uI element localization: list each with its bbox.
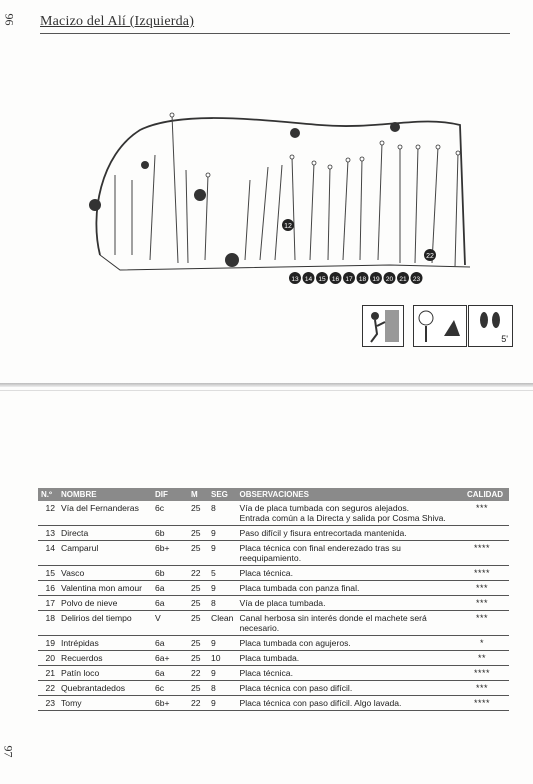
legend-walk-icon [468,305,513,347]
cell-dif: 6a [152,636,188,651]
walk-time: 5' [501,334,508,344]
page-fold [0,383,533,387]
cell-dif: V [152,611,188,636]
cell-q: *** [455,501,509,526]
table-row [38,581,509,596]
cell-m: 25 [188,636,208,651]
cell-name: Camparul [58,541,152,566]
cell-name: Valentina mon amour [58,581,152,596]
cell-n: 19 [38,636,58,651]
cell-seg: 9 [208,636,236,651]
cell-q: *** [455,681,509,696]
cell-n: 20 [38,651,58,666]
cell-m: 25 [188,611,208,636]
cell-dif: 6c [152,681,188,696]
cell-q: * [455,636,509,651]
cell-q: *** [455,596,509,611]
header-seg: SEG [211,490,228,499]
cell-m: 25 [188,596,208,611]
cell-dif: 6a [152,581,188,596]
cell-dif: 6b+ [152,541,188,566]
routes-table [38,488,509,711]
cell-m: 25 [188,581,208,596]
cell-q: *** [455,611,509,636]
cell-obs: Placa tumbada con agujeros. [236,636,455,651]
cell-seg: 8 [208,501,236,526]
cell-dif: 6c [152,501,188,526]
header-obs: OBSERVACIONES [239,490,309,499]
table-row [38,566,509,581]
bush-icons [89,122,400,267]
cell-m: 22 [188,566,208,581]
cell-obs: Placa técnica. [236,666,455,681]
cell-q: ** [455,651,509,666]
cell-name: Patín loco [58,666,152,681]
title-rule [40,33,510,34]
cell-name: Quebrantadedos [58,681,152,696]
table-row [38,596,509,611]
cell-obs: Vía de placa tumbada con seguros alejados. Entrada común a la Directa y salida por Cosma Shiva. [236,501,455,526]
header-n: N.º [41,490,52,499]
cell-n: 21 [38,666,58,681]
cell-dif: 6a [152,666,188,681]
cell-m: 25 [188,651,208,666]
table-row [38,696,509,711]
route-badge-label: 17 [345,276,353,283]
cell-n: 22 [38,681,58,696]
cell-n: 18 [38,611,58,636]
table-row [38,681,509,696]
page-number-top: 96 [2,13,17,26]
route-lines [115,115,458,267]
page-title: Macizo del Alí (Izquierda) [40,14,195,29]
route-badge-label: 21 [399,276,407,283]
cell-q: **** [455,666,509,681]
cell-dif: 6b [152,566,188,581]
cell-q: **** [455,541,509,566]
legend-climber-icon [362,305,404,347]
route-22-badge: 22 [426,253,434,260]
cell-obs: Canal herbosa sin interés donde el machete será necesario. [236,611,455,636]
cell-obs: Vía de placa tumbada. [236,596,455,611]
cell-q: **** [455,566,509,581]
cell-m: 25 [188,526,208,541]
cell-seg: 8 [208,596,236,611]
cell-obs: Paso difícil y fisura entrecortada mantenida. [236,526,455,541]
cell-obs: Placa tumbada con panza final. [236,581,455,596]
cell-obs: Placa técnica con paso difícil. [236,681,455,696]
cell-seg: Clean [208,611,236,636]
table-row [38,651,509,666]
cell-dif: 6a+ [152,651,188,666]
table-row [38,526,509,541]
cell-seg: 10 [208,651,236,666]
route-badge-label: 16 [331,276,340,283]
cell-n: 23 [38,696,58,711]
cell-n: 15 [38,566,58,581]
table-row [38,541,509,566]
cell-seg: 9 [208,666,236,681]
route-badge-label: 14 [304,276,313,283]
header-name: NOMBRE [61,490,97,499]
legend-approach-icon [413,305,467,347]
cell-obs: Placa técnica con final enderezado tras su reequipamiento. [236,541,455,566]
cell-n: 12 [38,501,58,526]
cell-seg: 9 [208,526,236,541]
cell-name: Delirios del tiempo [58,611,152,636]
cell-name: Directa [58,526,152,541]
cell-dif: 6a [152,596,188,611]
cell-seg: 9 [208,541,236,566]
cell-name: Polvo de nieve [58,596,152,611]
cell-seg: 9 [208,581,236,596]
cell-name: Intrépidas [58,636,152,651]
route-number-badges [289,272,423,284]
cell-seg: 8 [208,681,236,696]
cell-n: 14 [38,541,58,566]
cell-dif: 6b [152,526,188,541]
cell-m: 22 [188,696,208,711]
cell-q: **** [455,696,509,711]
table-header [38,488,509,501]
cell-m: 25 [188,541,208,566]
cell-n: 16 [38,581,58,596]
cell-obs: Placa técnica. [236,566,455,581]
cell-dif: 6b+ [152,696,188,711]
cell-n: 13 [38,526,58,541]
cell-m: 25 [188,501,208,526]
table-row [38,666,509,681]
cell-seg: 9 [208,696,236,711]
cell-name: Vasco [58,566,152,581]
cell-q [455,526,509,541]
table-row [38,611,509,636]
topo-diagram [60,95,480,295]
cell-n: 17 [38,596,58,611]
table-row [38,501,509,526]
cell-name: Vía del Fernanderas [58,501,152,526]
route-badge-label: 18 [358,276,367,283]
table-row [38,636,509,651]
cell-obs: Placa técnica con paso difícil. Algo lavada. [236,696,455,711]
cell-obs: Placa tumbada. [236,651,455,666]
cell-seg: 5 [208,566,236,581]
route-badge-label: 20 [385,276,394,283]
rock-outline [96,118,465,265]
route-badge-label: 23 [412,276,421,283]
cell-m: 25 [188,681,208,696]
header-q: CALIDAD [467,490,503,499]
cell-name: Recuerdos [58,651,152,666]
cell-name: Tomy [58,696,152,711]
route-badge-label: 15 [318,276,326,283]
header-m: M [191,490,198,499]
route-badge-label: 13 [291,276,299,283]
route-12-badge: 12 [284,223,292,230]
page-number-bottom: 97 [1,745,16,758]
cell-m: 22 [188,666,208,681]
cell-q: *** [455,581,509,596]
route-badge-label: 19 [372,276,380,283]
header-dif: DIF [155,490,168,499]
